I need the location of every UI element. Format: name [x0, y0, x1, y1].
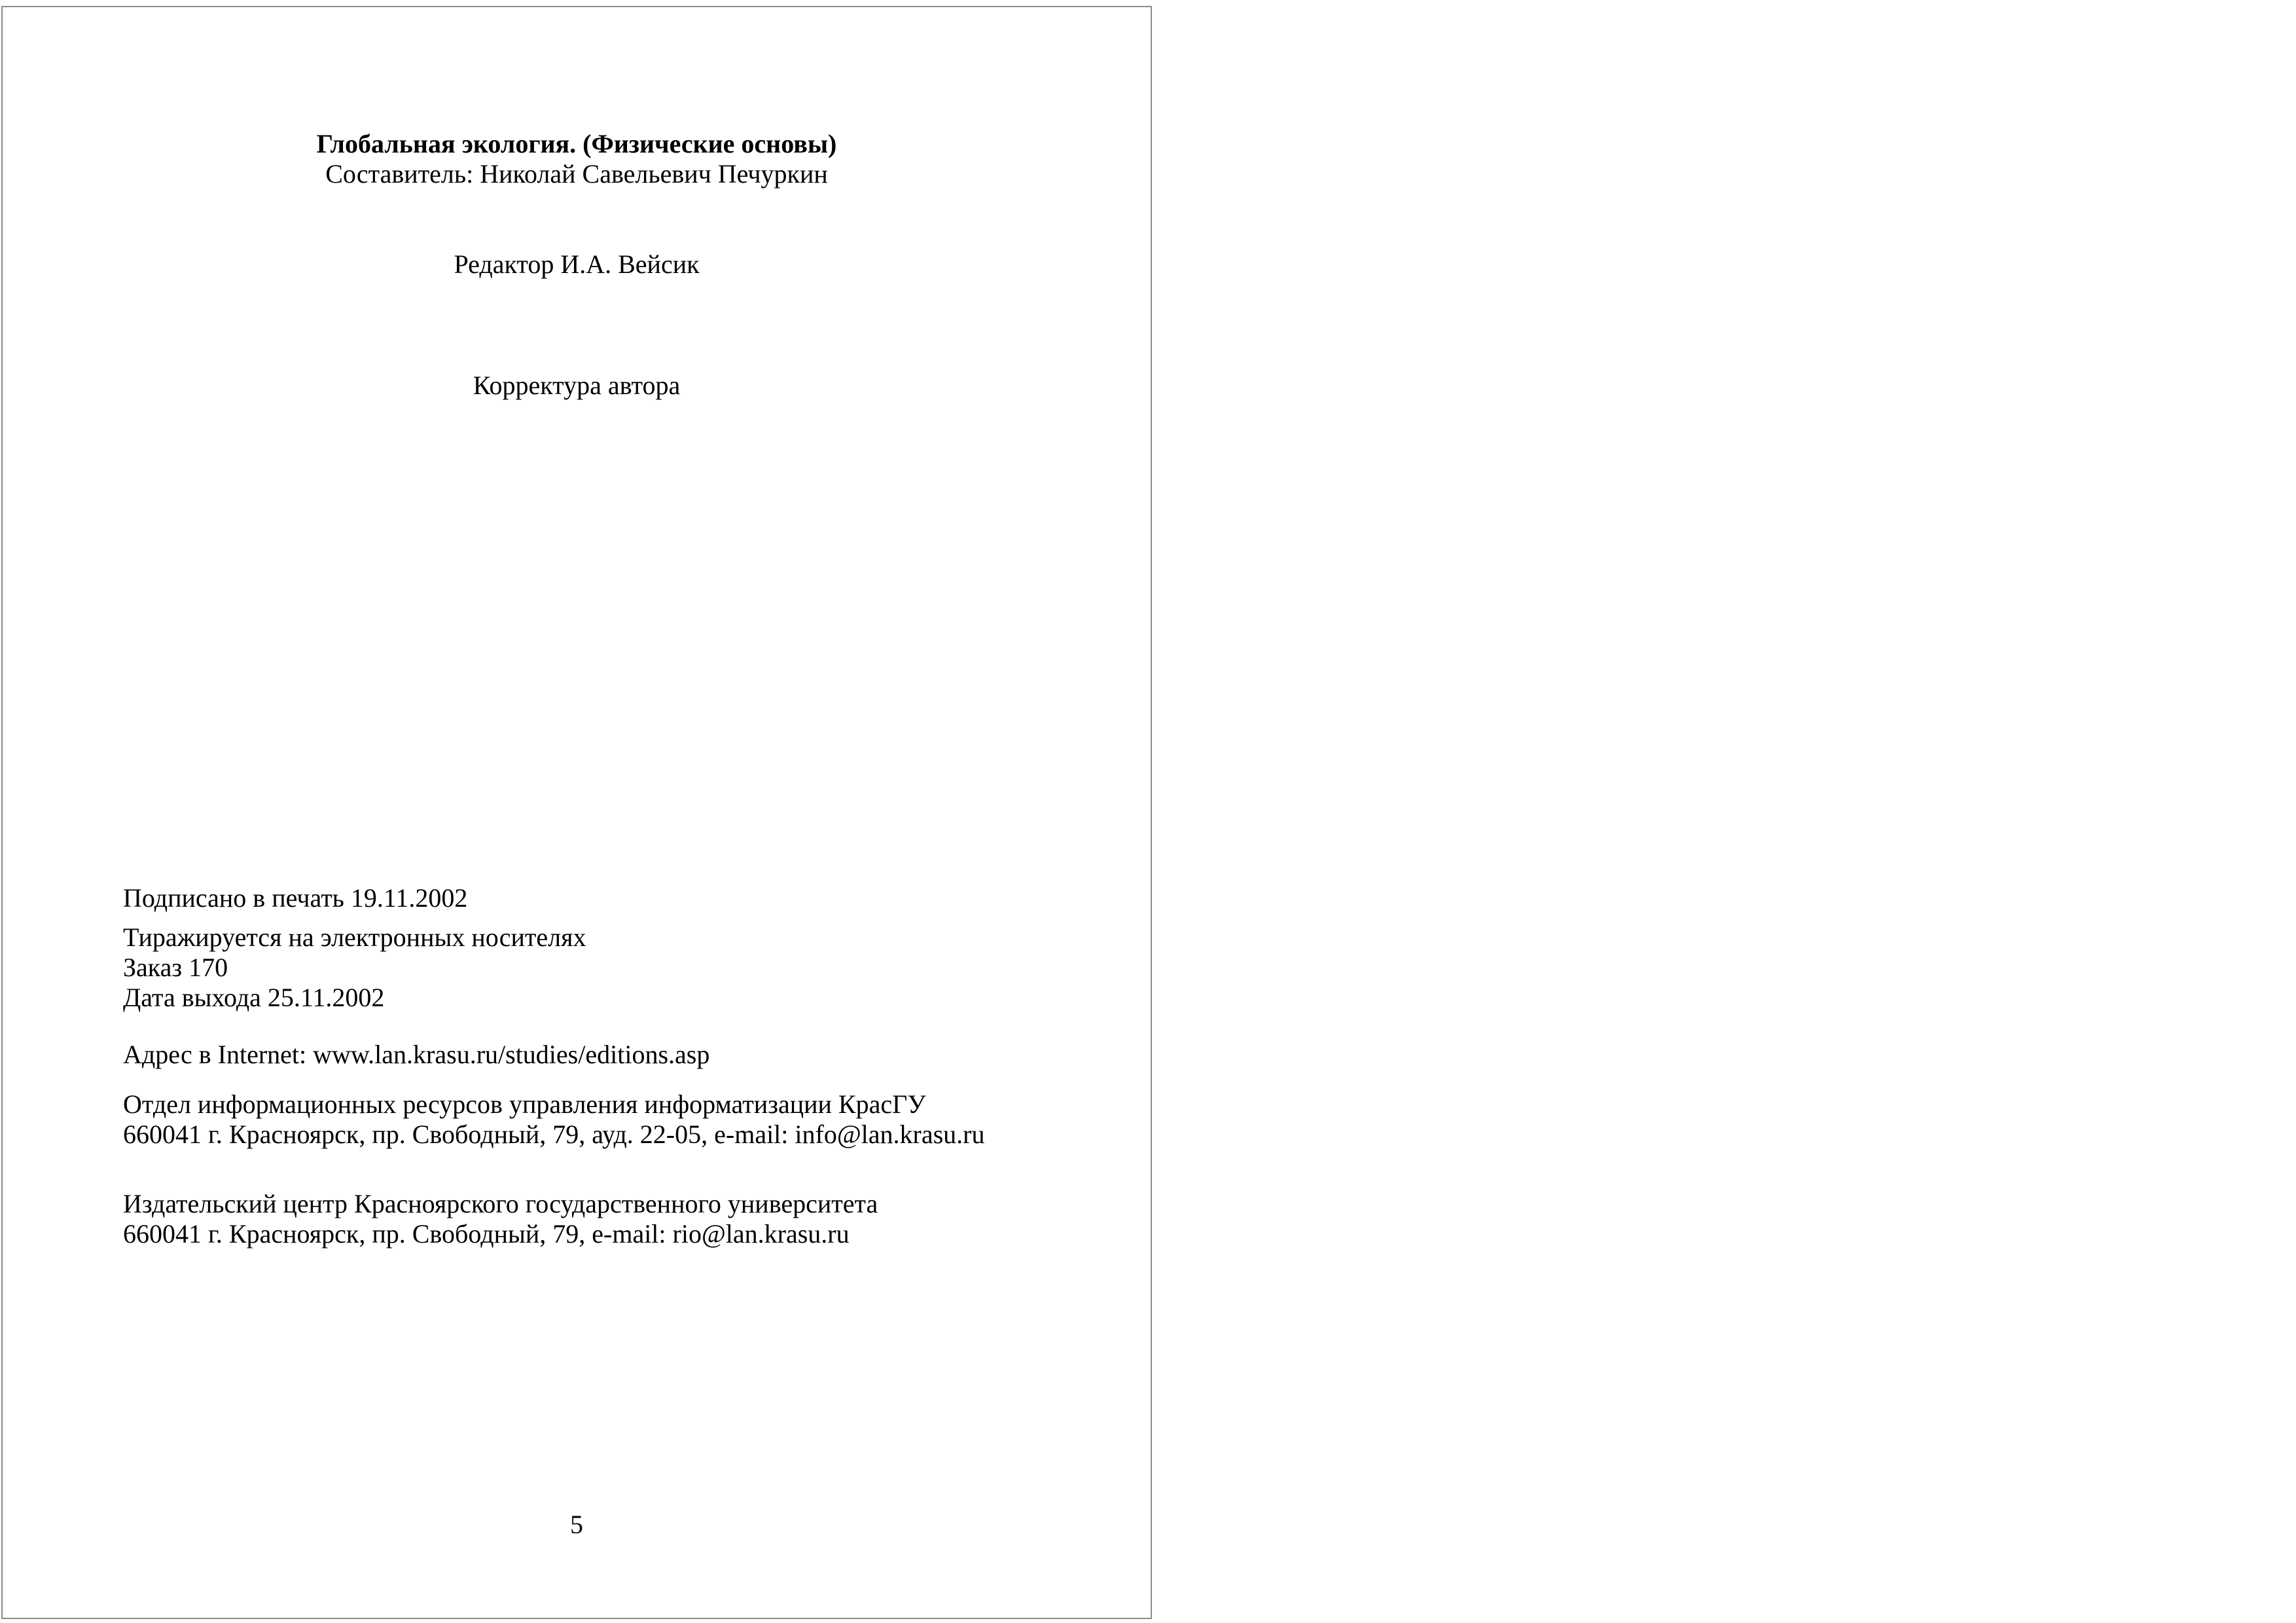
compiler-line: Составитель: Николай Савельевич Печуркин [325, 159, 828, 189]
document-page [1, 6, 1152, 1619]
department-name: Отдел информационных ресурсов управления информатизации КрасГУ [123, 1089, 926, 1119]
document-title: Глобальная экология. (Физические основы) [316, 129, 837, 158]
imprint-distribution-block [123, 922, 1105, 1013]
editor-line: Редактор И.А. Вейсик [454, 249, 700, 279]
distribution-line: Тиражируется на электронных носителях [123, 922, 586, 952]
imprint-department-block [123, 1089, 1105, 1150]
release-date-line: Дата выхода 25.11.2002 [123, 983, 385, 1012]
internet-address: Адрес в Internet: www.lan.krasu.ru/studies/editions.asp [123, 1040, 710, 1069]
imprint-publisher-block [123, 1189, 1105, 1249]
proofreading-line: Корректура автора [473, 371, 681, 400]
signed-for-print: Подписано в печать 19.11.2002 [123, 883, 468, 913]
publisher-name: Издательский центр Красноярского государственного университета [123, 1189, 878, 1218]
imprint-signed-block [123, 883, 1105, 913]
order-line: Заказ 170 [123, 953, 228, 982]
department-address: 660041 г. Красноярск, пр. Свободный, 79, ауд. 22-05, e-mail: info@lan.krasu.ru [123, 1120, 985, 1149]
publisher-address: 660041 г. Красноярск, пр. Свободный, 79, e-mail: rio@lan.krasu.ru [123, 1219, 850, 1249]
imprint-internet-block [123, 1040, 1105, 1070]
page-number: 5 [570, 1510, 583, 1539]
